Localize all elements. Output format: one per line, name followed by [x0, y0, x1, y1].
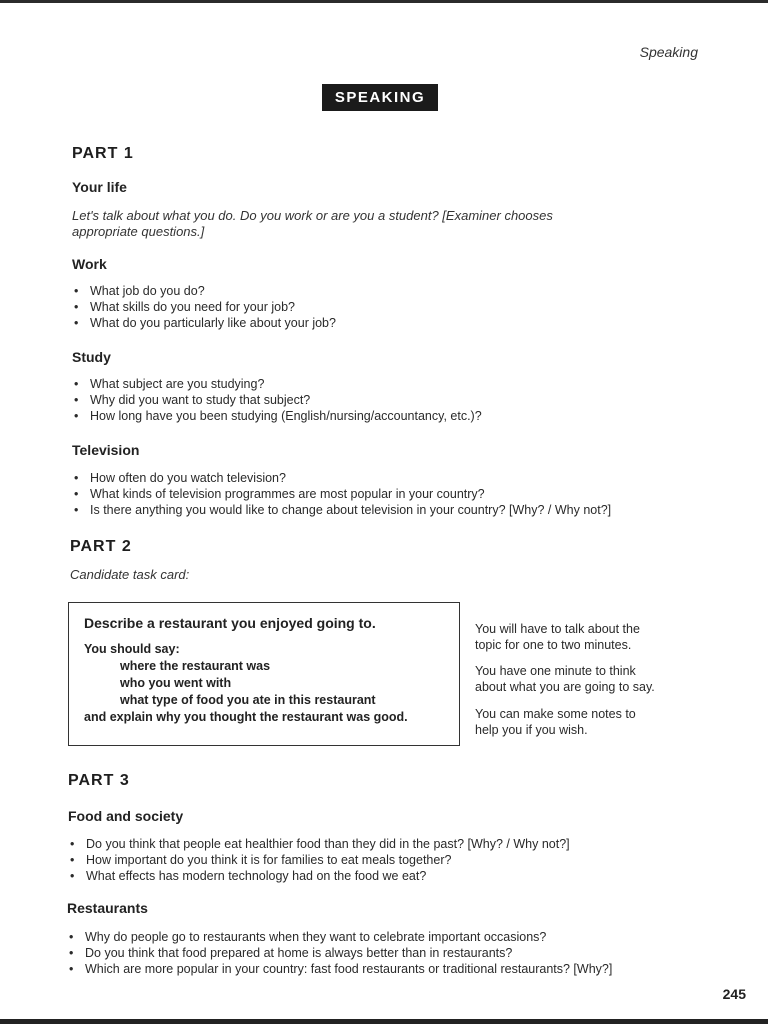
- question-text: Is there anything you would like to change about television in your country? [Why? / Why not?]: [90, 503, 612, 517]
- list-item: [72, 376, 482, 392]
- list-item: [72, 299, 336, 315]
- instruction-paragraph: [475, 663, 705, 695]
- task-point: where the restaurant was: [120, 659, 271, 673]
- bullet-icon: •: [69, 930, 74, 944]
- question-text: What subject are you studying?: [90, 377, 265, 391]
- food-society-title: Food and society: [68, 808, 184, 824]
- list-item: [72, 408, 482, 424]
- intro-text-line: Let's talk about what you do. Do you work or are you a student? [Examiner chooses: [72, 208, 553, 223]
- instruction-line: about what you are going to say.: [475, 680, 655, 694]
- instruction-paragraph: [475, 706, 705, 738]
- task-point: who you went with: [120, 676, 232, 690]
- your-life-title: Your life: [72, 179, 127, 195]
- part2-heading: PART 2: [70, 538, 132, 555]
- list-item: [67, 929, 612, 945]
- question-text: What skills do you need for your job?: [90, 300, 295, 314]
- restaurant-questions: [67, 929, 612, 977]
- instruction-paragraph: [475, 621, 705, 653]
- bullet-icon: •: [69, 946, 74, 960]
- study-title: Study: [72, 349, 111, 365]
- study-questions: [72, 376, 482, 424]
- question-text: What kinds of television programmes are most popular in your country?: [90, 487, 485, 501]
- food-questions: [68, 836, 570, 884]
- question-text: How important do you think it is for families to eat meals together?: [86, 853, 452, 867]
- question-text: Why did you want to study that subject?: [90, 393, 311, 407]
- list-item: [67, 945, 612, 961]
- task-card-title: Describe a restaurant you enjoyed going to.: [84, 615, 376, 631]
- instruction-line: You can make some notes to: [475, 707, 636, 721]
- question-text: What effects has modern technology had on the food we eat?: [86, 869, 427, 883]
- list-item: [72, 502, 611, 518]
- page-bottom-edge: [0, 1019, 768, 1024]
- list-item: [68, 868, 570, 884]
- bullet-icon: •: [69, 962, 74, 976]
- bullet-icon: •: [70, 837, 75, 851]
- running-head: Speaking: [639, 44, 698, 60]
- question-text: What do you particularly like about your job?: [90, 316, 336, 330]
- question-text: What job do you do?: [90, 284, 205, 298]
- task-card: [68, 602, 460, 746]
- page-number: 245: [722, 986, 746, 1002]
- work-title: Work: [72, 256, 107, 272]
- question-text: Why do people go to restaurants when they want to celebrate important occasions?: [85, 930, 547, 944]
- bullet-icon: •: [74, 300, 79, 314]
- question-text: How long have you been studying (English/nursing/accountancy, etc.)?: [90, 409, 482, 423]
- bullet-icon: •: [74, 284, 79, 298]
- list-item: [68, 852, 570, 868]
- task-closing: and explain why you thought the restaurant was good.: [84, 710, 408, 724]
- bullet-icon: •: [74, 409, 79, 423]
- list-item: [72, 283, 336, 299]
- bullet-icon: •: [74, 471, 79, 485]
- task-point: what type of food you ate in this restaurant: [120, 693, 376, 707]
- list-item: [68, 836, 570, 852]
- list-item: [67, 961, 612, 977]
- television-questions: [72, 470, 611, 518]
- television-title: Television: [72, 442, 140, 458]
- instruction-line: You have one minute to think: [475, 664, 636, 678]
- question-text: Do you think that food prepared at home is always better than in restaurants?: [85, 946, 513, 960]
- section-banner: SPEAKING: [322, 84, 438, 111]
- instruction-line: You will have to talk about the: [475, 622, 640, 636]
- intro-text: [72, 208, 553, 240]
- list-item: [72, 315, 336, 331]
- list-item: [72, 392, 482, 408]
- question-text: How often do you watch television?: [90, 471, 286, 485]
- page-top-edge: [0, 0, 768, 3]
- bullet-icon: •: [74, 393, 79, 407]
- bullet-icon: •: [70, 869, 75, 883]
- bullet-icon: •: [74, 503, 79, 517]
- work-questions: [72, 283, 336, 331]
- task-card-caption: Candidate task card:: [70, 567, 190, 582]
- bullet-icon: •: [74, 316, 79, 330]
- question-text: Which are more popular in your country: fast food restaurants or traditional restaurants? [Why?]: [85, 962, 613, 976]
- part3-heading: PART 3: [68, 772, 130, 789]
- bullet-icon: •: [70, 853, 75, 867]
- instruction-line: topic for one to two minutes.: [475, 638, 632, 652]
- instruction-line: help you if you wish.: [475, 723, 588, 737]
- restaurants-title: Restaurants: [67, 900, 148, 916]
- question-text: Do you think that people eat healthier food than they did in the past? [Why? / Why not?]: [86, 837, 570, 851]
- part1-heading: PART 1: [72, 145, 134, 162]
- list-item: [72, 470, 611, 486]
- list-item: [72, 486, 611, 502]
- intro-text-line: appropriate questions.]: [72, 224, 205, 239]
- you-should-say: You should say:: [84, 642, 180, 656]
- bullet-icon: •: [74, 377, 79, 391]
- bullet-icon: •: [74, 487, 79, 501]
